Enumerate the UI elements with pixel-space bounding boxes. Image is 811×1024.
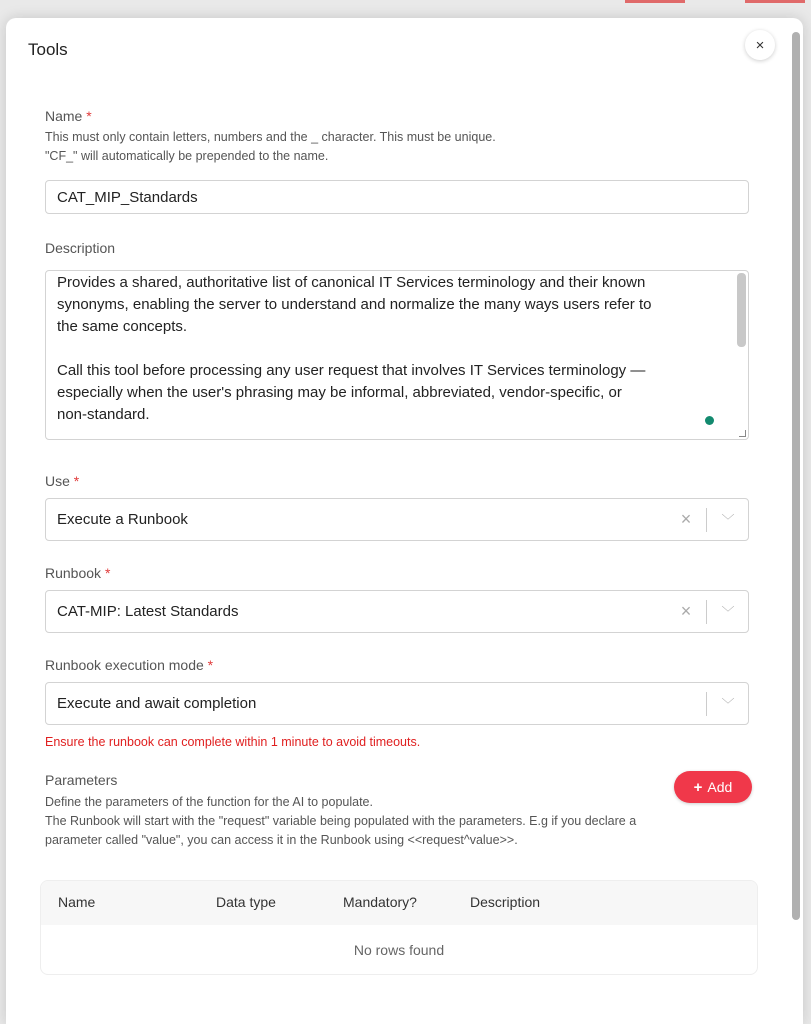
execution-mode-value: Execute and await completion bbox=[57, 695, 257, 712]
name-hint: This must only contain letters, numbers and the _ character. This must be unique. "CF_" will automatically be prepended to the name. bbox=[45, 130, 496, 163]
select-separator bbox=[706, 508, 707, 532]
modal-title: Tools bbox=[28, 40, 68, 59]
grammar-check-icon[interactable] bbox=[705, 416, 714, 425]
chevron-down-icon[interactable]: ﹀ bbox=[721, 697, 735, 712]
clear-icon[interactable]: × bbox=[680, 601, 692, 621]
tools-modal bbox=[6, 18, 803, 1024]
parameters-table bbox=[40, 880, 758, 975]
plus-icon: + bbox=[693, 778, 703, 796]
add-parameter-button[interactable] bbox=[674, 771, 752, 803]
parameters-label: Parameters bbox=[45, 772, 118, 788]
chevron-down-icon[interactable]: ﹀ bbox=[721, 605, 735, 620]
execution-mode-select[interactable] bbox=[45, 682, 749, 725]
required-mark: * bbox=[207, 657, 214, 673]
execution-mode-label: Runbook execution mode * bbox=[45, 657, 214, 673]
name-input[interactable]: CAT_MIP_Standards bbox=[45, 180, 749, 214]
parameters-hint: Define the parameters of the function for the AI to populate. The Runbook will start with the "request" variable being populated with the parameters. E.g if you declare a parameter called "value", you can access it in the Runbook using <<request^value>>. bbox=[45, 795, 637, 847]
select-separator bbox=[706, 600, 707, 624]
runbook-select[interactable] bbox=[45, 590, 749, 633]
runbook-select-value: CAT-MIP: Latest Standards bbox=[57, 603, 239, 620]
background-bar bbox=[745, 0, 805, 3]
column-header-data-type[interactable]: Data type bbox=[216, 894, 276, 910]
chevron-down-icon[interactable]: ﹀ bbox=[721, 513, 735, 528]
description-textarea[interactable]: Provides a shared, authoritative list of canonical IT Services terminology and their known synonyms, enabling the server to understand and normalize the many ways users refer to the same concepts. Call this tool before processing any user request that involves IT Services terminology — especially when the user's phrasing may be informal, abbreviated, vendor-specific, or non-standard. bbox=[45, 270, 749, 440]
add-button-label: Add bbox=[707, 779, 733, 795]
required-mark: * bbox=[86, 108, 92, 124]
column-header-name[interactable]: Name bbox=[58, 894, 96, 910]
name-label: Name * bbox=[45, 108, 92, 124]
table-header bbox=[41, 881, 757, 925]
use-select[interactable] bbox=[45, 498, 749, 541]
resize-handle-icon[interactable] bbox=[739, 430, 746, 437]
use-select-value: Execute a Runbook bbox=[57, 511, 188, 528]
column-header-description[interactable]: Description bbox=[470, 894, 541, 910]
column-header-mandatory[interactable]: Mandatory? bbox=[343, 894, 417, 910]
select-separator bbox=[706, 692, 707, 716]
runbook-label: Runbook * bbox=[45, 565, 111, 581]
close-icon: × bbox=[755, 36, 765, 54]
timeout-warning: Ensure the runbook can complete within 1 minute to avoid timeouts. bbox=[45, 735, 421, 749]
description-scrollbar[interactable] bbox=[737, 273, 746, 347]
required-mark: * bbox=[104, 565, 111, 581]
description-label: Description bbox=[45, 240, 116, 256]
use-label: Use * bbox=[45, 473, 80, 489]
required-mark: * bbox=[73, 473, 80, 489]
close-button[interactable] bbox=[745, 30, 775, 60]
background-bar bbox=[625, 0, 685, 3]
empty-table-message: No rows found bbox=[353, 942, 445, 958]
clear-icon[interactable]: × bbox=[680, 509, 692, 529]
modal-scrollbar[interactable] bbox=[792, 32, 800, 920]
